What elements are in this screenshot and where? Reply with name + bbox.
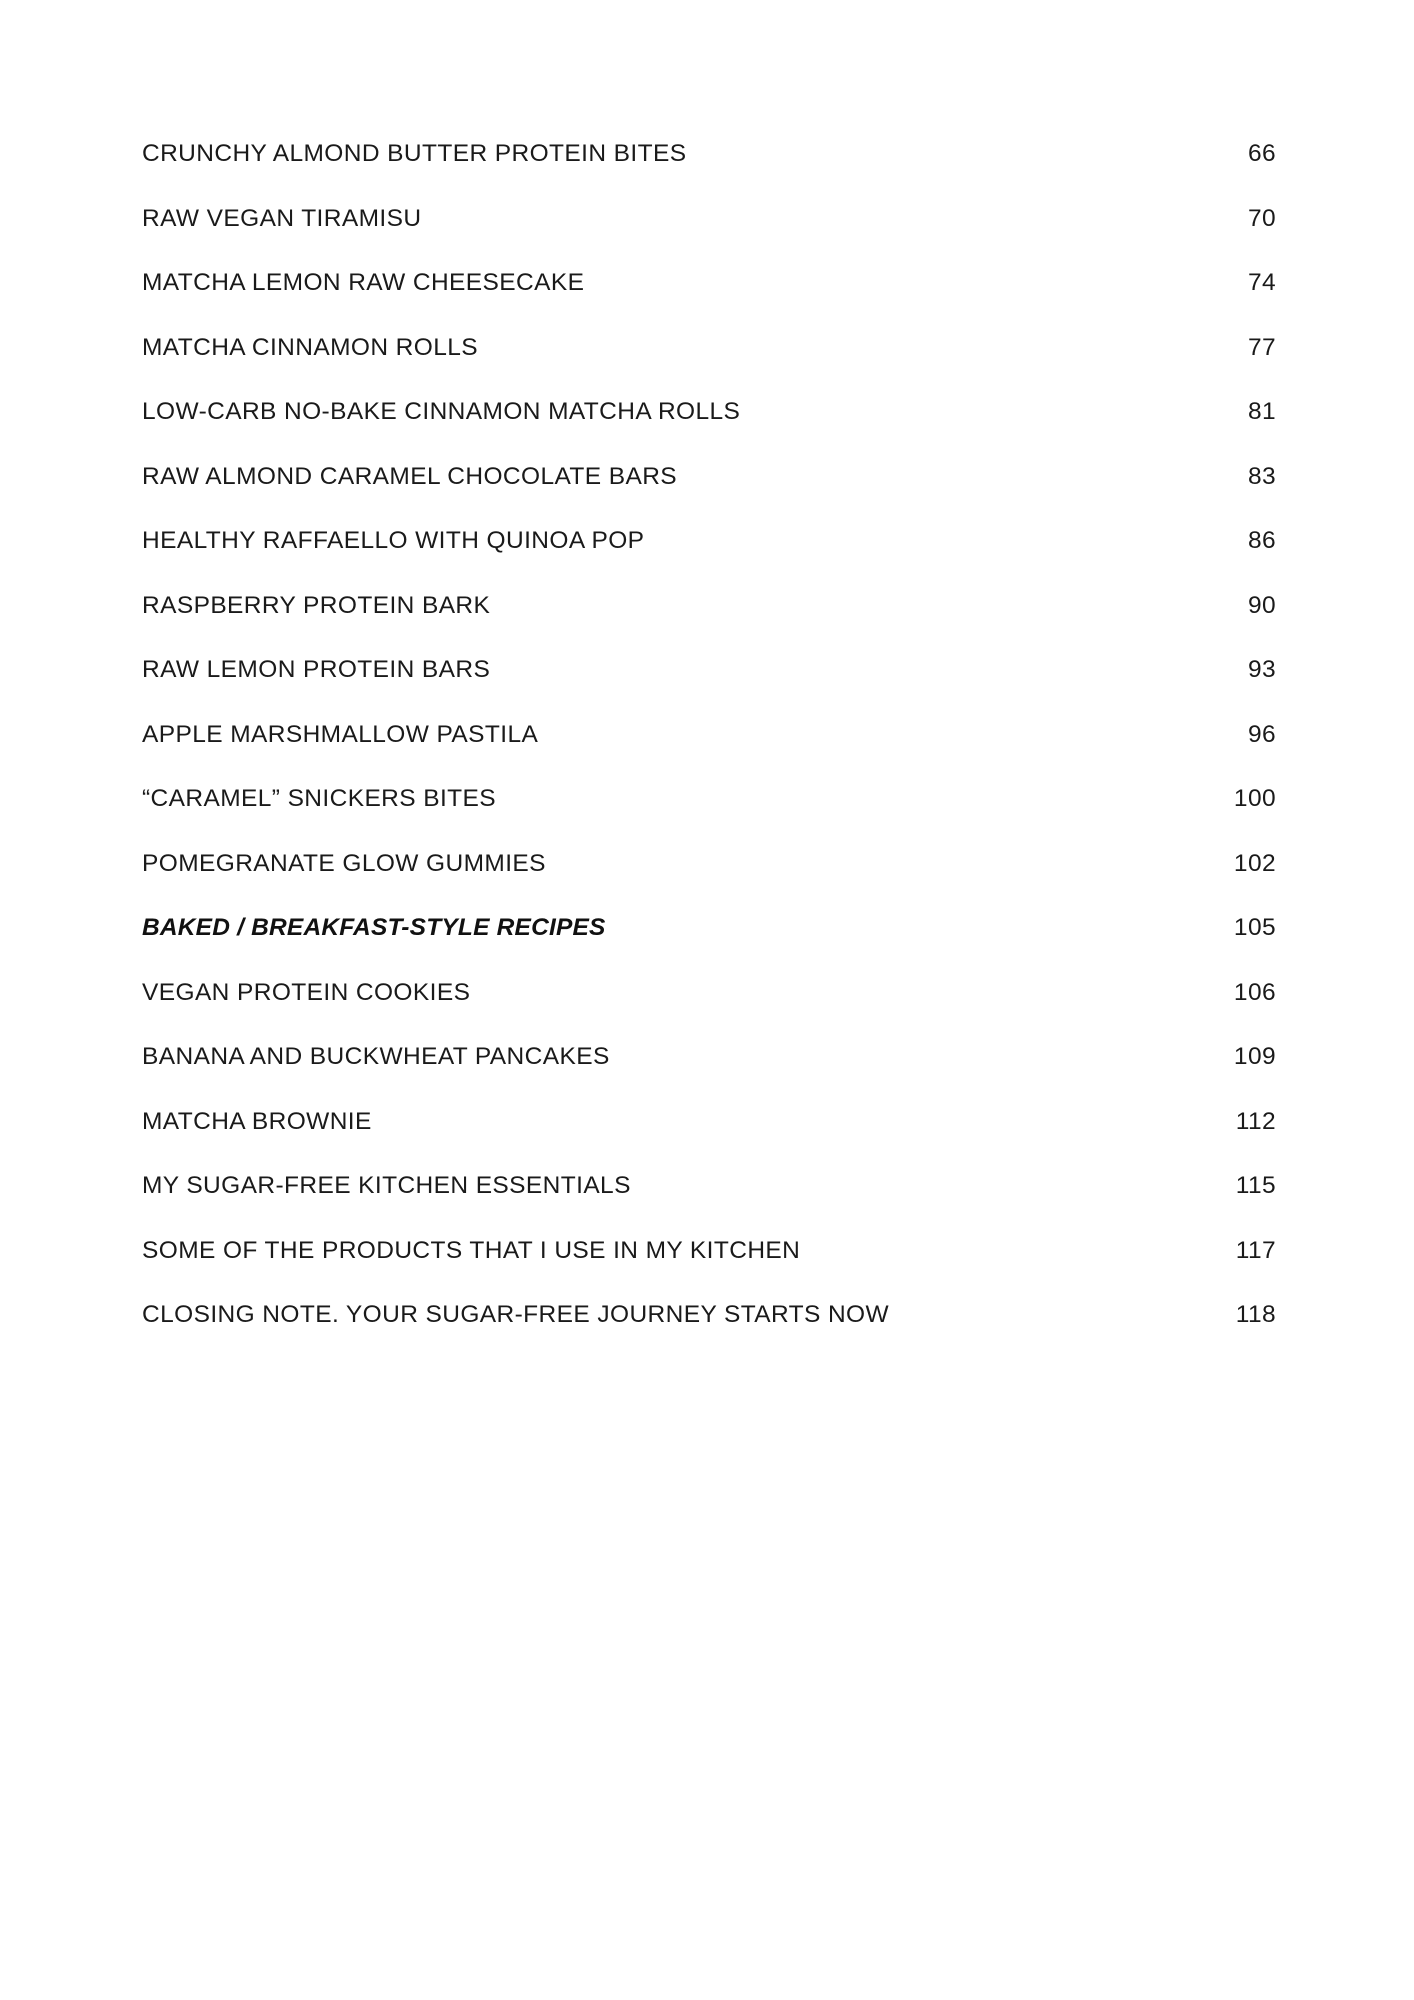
toc-entry-title: “CARAMEL” SNICKERS BITES bbox=[142, 785, 497, 812]
toc-section-heading[interactable] bbox=[142, 910, 1282, 975]
toc-entry-page-number: 117 bbox=[1235, 1236, 1276, 1264]
toc-entry[interactable] bbox=[142, 1297, 1282, 1362]
table-of-contents bbox=[142, 136, 1282, 1362]
toc-entry-title: MATCHA BROWNIE bbox=[142, 1107, 372, 1135]
toc-entry-page-number: 112 bbox=[1235, 1107, 1276, 1135]
toc-entry[interactable] bbox=[142, 1233, 1282, 1298]
toc-entry[interactable] bbox=[142, 394, 1282, 459]
toc-entry-page-number: 105 bbox=[1233, 914, 1276, 941]
toc-entry[interactable] bbox=[142, 717, 1282, 782]
toc-entry[interactable] bbox=[142, 846, 1282, 911]
toc-entry-page-number: 102 bbox=[1233, 849, 1276, 877]
toc-entry-title: MY SUGAR-FREE KITCHEN ESSENTIALS bbox=[142, 1172, 631, 1199]
toc-entry-page-number: 115 bbox=[1235, 1172, 1276, 1199]
toc-entry-page-number: 66 bbox=[1247, 140, 1276, 167]
toc-entry-page-number: 100 bbox=[1233, 785, 1276, 812]
toc-entry[interactable] bbox=[142, 1168, 1282, 1233]
toc-entry-page-number: 93 bbox=[1247, 656, 1276, 683]
toc-entry-page-number: 96 bbox=[1247, 720, 1276, 748]
toc-entry-title: SOME OF THE PRODUCTS THAT I USE IN MY KITCHEN bbox=[142, 1236, 801, 1264]
toc-entry-page-number: 77 bbox=[1247, 333, 1276, 361]
toc-entry[interactable] bbox=[142, 781, 1282, 846]
toc-entry-page-number: 70 bbox=[1247, 204, 1276, 232]
toc-entry-page-number: 81 bbox=[1247, 398, 1276, 425]
toc-entry-title: APPLE MARSHMALLOW PASTILA bbox=[142, 720, 539, 748]
toc-entry-page-number: 109 bbox=[1233, 1043, 1276, 1070]
toc-entry-page-number: 86 bbox=[1247, 527, 1276, 554]
toc-entry[interactable] bbox=[142, 975, 1282, 1040]
toc-entry-title: HEALTHY RAFFAELLO WITH QUINOA POP bbox=[142, 527, 645, 554]
toc-entry-page-number: 74 bbox=[1247, 269, 1276, 296]
toc-entry-page-number: 118 bbox=[1235, 1301, 1276, 1328]
toc-section-title: BAKED / BREAKFAST-STYLE RECIPES bbox=[142, 914, 606, 941]
toc-entry-page-number: 83 bbox=[1247, 462, 1276, 490]
toc-entry[interactable] bbox=[142, 459, 1282, 524]
toc-entry[interactable] bbox=[142, 330, 1282, 395]
toc-entry[interactable] bbox=[142, 201, 1282, 266]
toc-entry-title: LOW-CARB NO-BAKE CINNAMON MATCHA ROLLS bbox=[142, 398, 741, 425]
toc-entry[interactable] bbox=[142, 1104, 1282, 1169]
toc-entry-title: MATCHA LEMON RAW CHEESECAKE bbox=[142, 269, 585, 296]
toc-entry[interactable] bbox=[142, 588, 1282, 653]
toc-entry-title: RASPBERRY PROTEIN BARK bbox=[142, 591, 491, 619]
toc-entry-page-number: 106 bbox=[1233, 978, 1276, 1006]
toc-entry-title: CRUNCHY ALMOND BUTTER PROTEIN BITES bbox=[142, 140, 687, 167]
toc-entry[interactable] bbox=[142, 523, 1282, 588]
toc-entry-title: BANANA AND BUCKWHEAT PANCAKES bbox=[142, 1043, 610, 1070]
toc-entry[interactable] bbox=[142, 652, 1282, 717]
toc-entry-title: CLOSING NOTE. YOUR SUGAR-FREE JOURNEY STARTS NOW bbox=[142, 1301, 890, 1328]
toc-entry[interactable] bbox=[142, 265, 1282, 330]
toc-entry-title: MATCHA CINNAMON ROLLS bbox=[142, 333, 479, 361]
toc-entry[interactable] bbox=[142, 136, 1282, 201]
toc-entry-title: RAW LEMON PROTEIN BARS bbox=[142, 656, 491, 683]
toc-entry-title: POMEGRANATE GLOW GUMMIES bbox=[142, 849, 546, 877]
toc-entry-page-number: 90 bbox=[1247, 591, 1276, 619]
toc-entry-title: RAW ALMOND CARAMEL CHOCOLATE BARS bbox=[142, 462, 678, 490]
toc-entry[interactable] bbox=[142, 1039, 1282, 1104]
toc-entry-title: VEGAN PROTEIN COOKIES bbox=[142, 978, 471, 1006]
toc-entry-title: RAW VEGAN TIRAMISU bbox=[142, 204, 422, 232]
